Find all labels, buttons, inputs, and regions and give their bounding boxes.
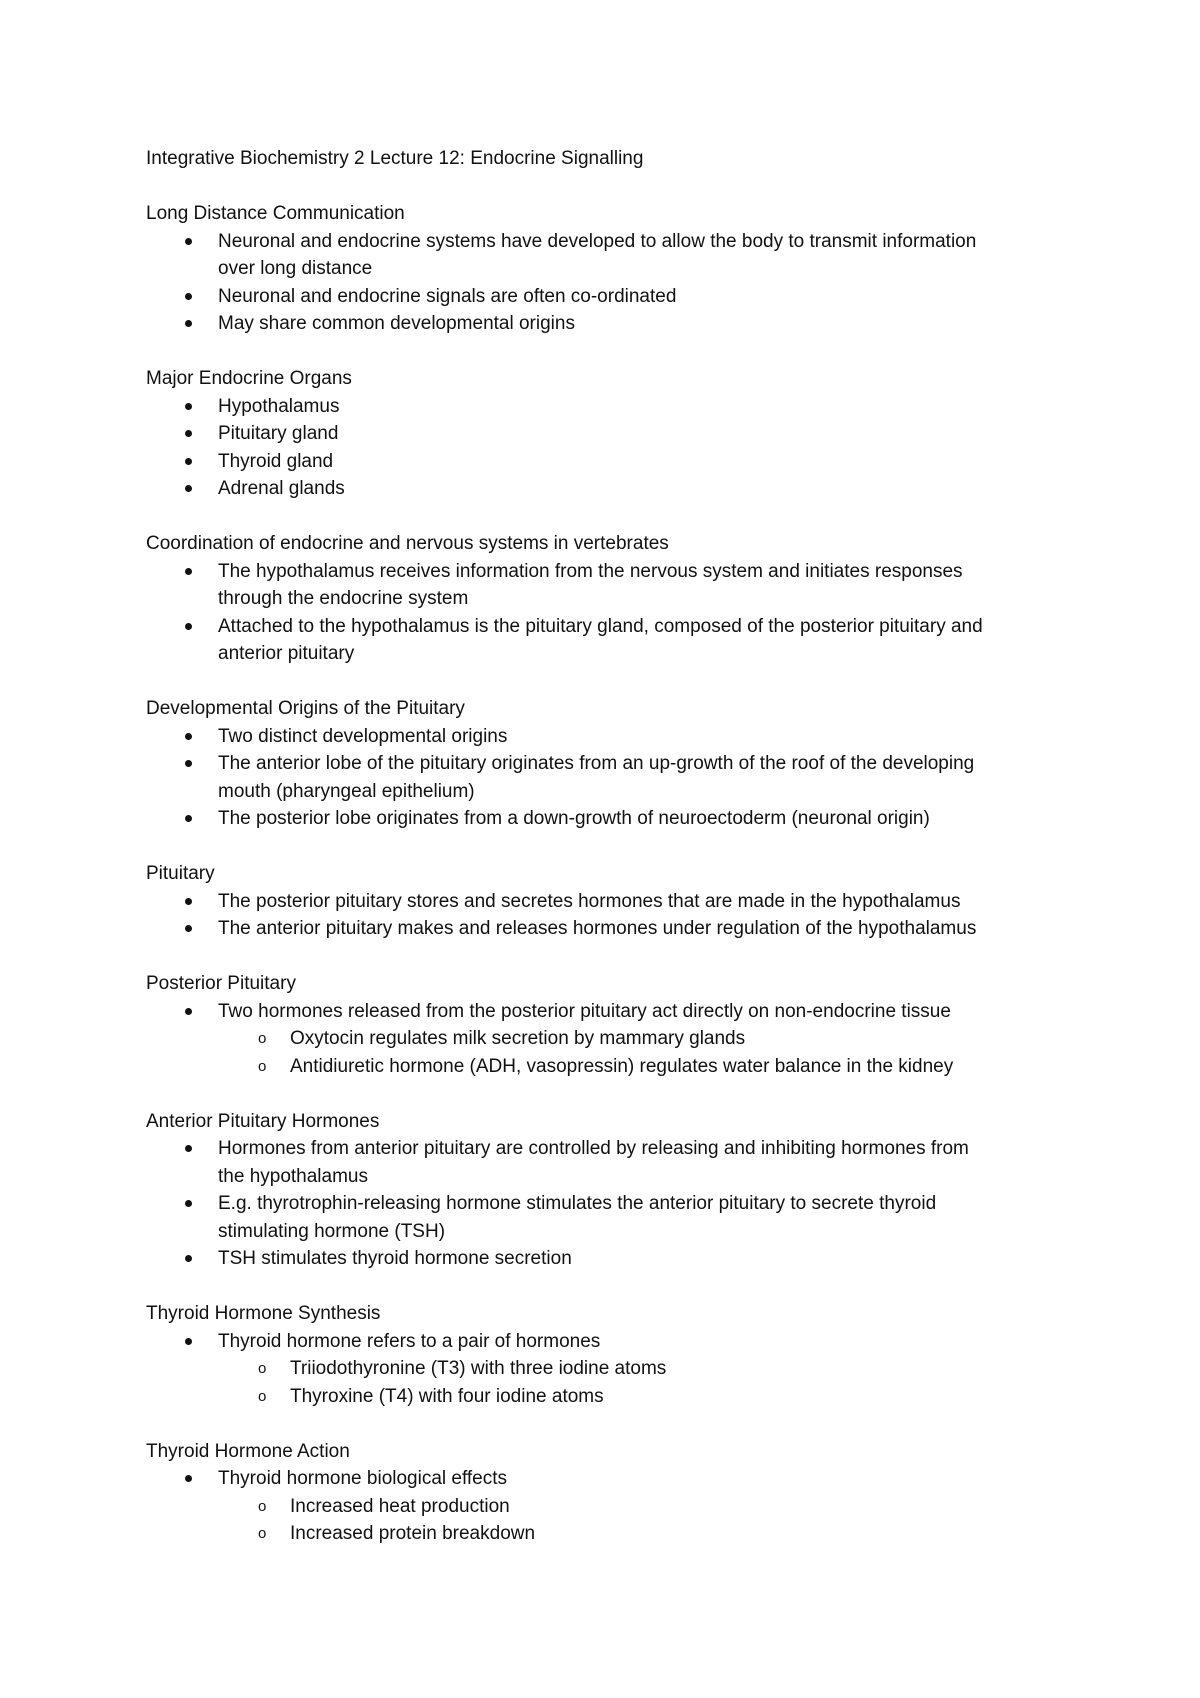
- bullet-dot-icon: [185, 1338, 192, 1345]
- bullet-text-line: stimulating hormone (TSH): [218, 1220, 446, 1242]
- sub-bullet-text: Thyroxine (T4) with four iodine atoms: [290, 1385, 604, 1407]
- bullet-item: [146, 613, 1066, 668]
- sub-bullet-item: [218, 1520, 1066, 1548]
- bullet-text-line: anterior pituitary: [218, 643, 355, 664]
- bullet-text-line: The anterior pituitary makes and releases hormones under regulation of the hypothalamus: [218, 918, 977, 939]
- section-heading: Developmental Origins of the Pituitary: [146, 698, 465, 719]
- bullet-list: [146, 393, 1066, 503]
- bullet-list: [146, 723, 1066, 833]
- bullet-text-line: E.g. thyrotrophin-releasing hormone stimulates the anterior pituitary to secrete thyroid: [218, 1193, 937, 1214]
- bullet-item: [146, 283, 1066, 311]
- bullet-dot-icon: [185, 1200, 192, 1207]
- sub-bullet-text: Increased heat production: [290, 1495, 510, 1517]
- sub-bullet-list: [218, 1025, 1066, 1080]
- bullet-dot-icon: [185, 1475, 192, 1482]
- bullet-dot-icon: [185, 925, 192, 932]
- sub-bullet-text: Triiodothyronine (T3) with three iodine atoms: [290, 1358, 667, 1379]
- bullet-item: [146, 558, 1066, 613]
- bullet-item: [146, 888, 1066, 916]
- bullet-text-line: Thyroid hormone biological effects: [218, 1468, 508, 1489]
- bullet-item: [146, 448, 1066, 476]
- bullet-list: [146, 558, 1066, 668]
- sub-bullet-circle-icon: o: [258, 1387, 267, 1405]
- bullet-list: [146, 998, 1066, 1081]
- sub-bullet-text: Antidiuretic hormone (ADH, vasopressin) regulates water balance in the kidney: [290, 1055, 954, 1077]
- bullet-dot-icon: [185, 485, 192, 492]
- sub-bullet-circle-icon: o: [258, 1360, 267, 1377]
- sub-bullet-circle-icon: o: [258, 1497, 267, 1515]
- bullet-dot-icon: [185, 1145, 192, 1152]
- sub-bullet-circle-icon: o: [258, 1057, 267, 1075]
- bullet-list: [146, 1328, 1066, 1411]
- bullet-item: [146, 228, 1066, 283]
- bullet-item: [146, 998, 1066, 1081]
- bullet-dot-icon: [185, 293, 192, 300]
- bullet-dot-icon: [185, 623, 192, 630]
- bullet-dot-icon: [185, 568, 192, 575]
- bullet-item: [146, 1190, 1066, 1245]
- sub-bullet-item: [218, 1355, 1066, 1383]
- bullet-text-line: The hypothalamus receives information from the nervous system and initiates responses: [218, 560, 963, 582]
- bullet-item: [146, 420, 1066, 448]
- section-heading: Coordination of endocrine and nervous systems in vertebrates: [146, 533, 669, 554]
- sub-bullet-text: Increased protein breakdown: [290, 1523, 536, 1544]
- bullet-dot-icon: [185, 403, 192, 410]
- sub-bullet-circle-icon: o: [258, 1030, 267, 1047]
- bullet-text-line: Thyroid hormone refers to a pair of hormones: [218, 1330, 601, 1352]
- section: [146, 200, 1066, 338]
- bullet-item: [146, 1465, 1066, 1548]
- bullet-dot-icon: [185, 1008, 192, 1015]
- bullet-text-line: Hormones from anterior pituitary are controlled by releasing and inhibiting hormones from: [218, 1138, 969, 1159]
- section: [146, 1108, 1066, 1273]
- section: [146, 695, 1066, 833]
- sub-bullet-item: [218, 1383, 1066, 1411]
- section-heading: Anterior Pituitary Hormones: [146, 1110, 380, 1132]
- bullet-text-line: Two distinct developmental origins: [218, 725, 508, 747]
- bullet-text-line: The posterior lobe originates from a down-growth of neuroectoderm (neuronal origin): [218, 808, 930, 829]
- bullet-dot-icon: [185, 320, 192, 327]
- bullet-text-line: TSH stimulates thyroid hormone secretion: [218, 1248, 572, 1269]
- bullet-dot-icon: [185, 458, 192, 465]
- document-title: Integrative Biochemistry 2 Lecture 12: Endocrine Signalling: [146, 148, 644, 169]
- sub-bullet-item: [218, 1053, 1066, 1081]
- bullet-item: [146, 805, 1066, 833]
- bullet-dot-icon: [185, 815, 192, 822]
- bullet-dot-icon: [185, 733, 192, 740]
- bullet-text-line: Pituitary gland: [218, 423, 339, 444]
- bullet-list: [146, 1135, 1066, 1273]
- bullet-text-line: Neuronal and endocrine signals are often co-ordinated: [218, 285, 677, 307]
- bullet-text-line: mouth (pharyngeal epithelium): [218, 780, 475, 802]
- bullet-dot-icon: [185, 898, 192, 905]
- bullet-text-line: the hypothalamus: [218, 1165, 368, 1187]
- bullet-item: [146, 1328, 1066, 1411]
- bullet-text-line: Adrenal glands: [218, 478, 345, 499]
- bullet-text-line: over long distance: [218, 258, 373, 279]
- bullet-dot-icon: [185, 1255, 192, 1262]
- bullet-text-line: Thyroid gland: [218, 450, 334, 472]
- bullet-text-line: Hypothalamus: [218, 395, 340, 417]
- bullet-text-line: The posterior pituitary stores and secretes hormones that are made in the hypothalamus: [218, 890, 961, 912]
- bullet-list: [146, 228, 1066, 338]
- bullet-list: [146, 888, 1066, 943]
- section: [146, 1300, 1066, 1410]
- bullet-text-line: The anterior lobe of the pituitary originates from an up-growth of the roof of the developing: [218, 753, 975, 774]
- bullet-dot-icon: [185, 238, 192, 245]
- sub-bullet-list: [218, 1493, 1066, 1548]
- sections-container: [146, 200, 1066, 1548]
- section: [146, 860, 1066, 943]
- sub-bullet-item: [218, 1025, 1066, 1053]
- bullet-item: [146, 1135, 1066, 1190]
- section-heading: Thyroid Hormone Action: [146, 1440, 350, 1462]
- bullet-text-line: Attached to the hypothalamus is the pituitary gland, composed of the posterior pituitary and: [218, 615, 983, 637]
- bullet-item: [146, 393, 1066, 421]
- section-heading: Pituitary: [146, 863, 215, 884]
- section-heading: Thyroid Hormone Synthesis: [146, 1303, 381, 1324]
- sub-bullet-item: [218, 1493, 1066, 1521]
- section: [146, 970, 1066, 1080]
- document-content: [146, 145, 1066, 1575]
- bullet-dot-icon: [185, 430, 192, 437]
- bullet-item: [146, 915, 1066, 943]
- section: [146, 1438, 1066, 1548]
- bullet-list: [146, 1465, 1066, 1548]
- sub-bullet-circle-icon: o: [258, 1525, 267, 1542]
- bullet-dot-icon: [185, 760, 192, 767]
- sub-bullet-text: Oxytocin regulates milk secretion by mammary glands: [290, 1028, 746, 1049]
- section: [146, 365, 1066, 503]
- bullet-text-line: Neuronal and endocrine systems have developed to allow the body to transmit information: [218, 230, 977, 252]
- bullet-item: [146, 1245, 1066, 1273]
- bullet-item: [146, 750, 1066, 805]
- section-heading: Long Distance Communication: [146, 203, 405, 224]
- section: [146, 530, 1066, 668]
- section-heading: Major Endocrine Organs: [146, 368, 352, 389]
- section-heading: Posterior Pituitary: [146, 973, 296, 994]
- bullet-item: [146, 310, 1066, 338]
- bullet-text-line: Two hormones released from the posterior pituitary act directly on non-endocrine tissue: [218, 1000, 951, 1022]
- bullet-text-line: through the endocrine system: [218, 588, 469, 609]
- bullet-item: [146, 723, 1066, 751]
- sub-bullet-list: [218, 1355, 1066, 1410]
- bullet-text-line: May share common developmental origins: [218, 313, 575, 334]
- bullet-item: [146, 475, 1066, 503]
